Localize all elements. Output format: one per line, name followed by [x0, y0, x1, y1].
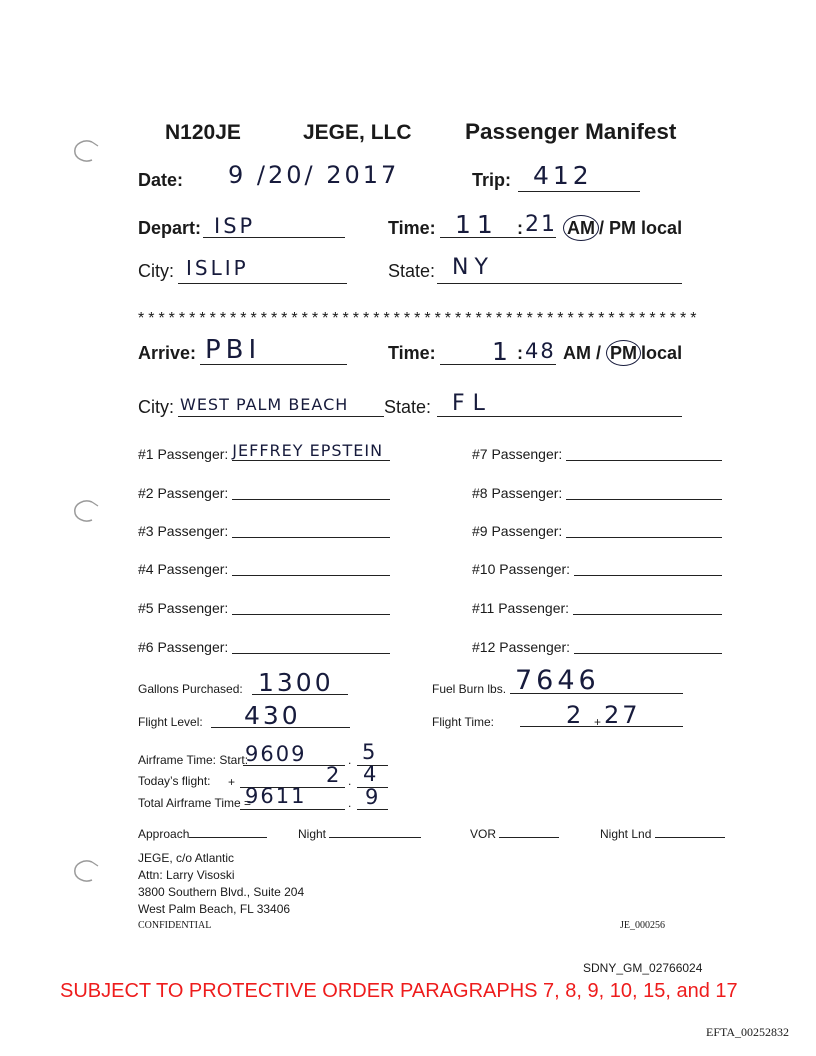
passenger-row — [138, 600, 390, 615]
passenger-label: #11 Passenger: — [472, 600, 570, 616]
depart-value: ISP — [214, 214, 256, 238]
total-airframe-tenth: 9 — [365, 785, 381, 809]
flight-level-value: 430 — [244, 701, 301, 730]
vor-field — [470, 826, 559, 840]
passenger-label: #4 Passenger: — [138, 561, 229, 577]
trip-label: Trip: — [472, 170, 511, 190]
passenger-label: #5 Passenger: — [138, 600, 229, 616]
gallons-label: Gallons Purchased: — [138, 682, 243, 696]
efta-number: EFTA_00252832 — [706, 1025, 790, 1039]
passenger-label: #10 Passenger: — [472, 561, 571, 577]
arrive-ampm — [563, 344, 682, 362]
arrive-pm-selected: PM — [606, 340, 641, 366]
arrive-time-colon: : — [517, 343, 523, 363]
depart-pm: PM — [609, 218, 637, 238]
night-line — [329, 826, 421, 838]
airframe-start-tenth: 5 — [362, 740, 378, 764]
approach-field — [138, 826, 267, 840]
depart-state-label: State: — [388, 261, 436, 281]
passenger-row — [472, 446, 722, 461]
approach-label: Approach — [138, 827, 190, 841]
passenger-row — [472, 639, 722, 654]
passenger-label: #6 Passenger: — [138, 639, 229, 655]
fuel-burn-label: Fuel Burn lbs. — [432, 682, 507, 696]
vor-line — [499, 826, 559, 838]
depart-label: Depart: — [138, 218, 202, 238]
passenger-line — [573, 600, 722, 615]
arrive-minute: 48 — [525, 339, 556, 363]
depart-city-underline — [178, 283, 347, 284]
night-landing-field — [600, 826, 725, 840]
night-label: Night — [298, 827, 327, 841]
date-label: Date: — [138, 170, 184, 190]
arrive-local: local — [641, 343, 683, 363]
trip-value: 412 — [533, 161, 593, 190]
aircraft-tail-number: N120JE — [165, 121, 241, 144]
passenger-row — [472, 523, 722, 538]
arrive-city-label: City: — [138, 397, 174, 417]
protective-order-notice: SUBJECT TO PROTECTIVE ORDER PARAGRAPHS 7, 8, 9, 10, 15, and 17 — [60, 980, 738, 1002]
airframe-start-dot: . — [348, 753, 352, 767]
punch-hole-mark — [64, 136, 104, 166]
arrive-am: AM — [563, 343, 591, 363]
arrive-time-label: Time: — [388, 343, 436, 363]
address-line: 3800 Southern Blvd., Suite 204 — [138, 885, 305, 899]
today-flight-label: Today’s flight: — [138, 774, 211, 788]
company-name: JEGE, LLC — [303, 121, 412, 144]
passenger-row — [138, 639, 390, 654]
fuel-burn-value: 7646 — [515, 665, 600, 696]
flight-level-underline — [211, 727, 350, 728]
arrive-hour: 1 — [492, 337, 510, 366]
form-title: Passenger Manifest — [465, 119, 677, 144]
address-line: JEGE, c/o Atlantic — [138, 851, 235, 865]
passenger-line — [232, 441, 390, 461]
flight-time-label: Flight Time: — [432, 715, 495, 729]
arrive-city: WEST PALM BEACH — [180, 395, 349, 414]
trip-underline — [518, 191, 640, 192]
passenger-line — [232, 561, 390, 576]
passenger-label: #2 Passenger: — [138, 485, 229, 501]
punch-hole-mark — [64, 496, 104, 526]
passenger-name: JEFFREY EPSTEIN — [232, 441, 384, 460]
today-flight-tenth: 4 — [363, 762, 379, 786]
flight-level-label: Flight Level: — [138, 715, 203, 729]
depart-time-label: Time: — [388, 218, 436, 238]
passenger-row — [472, 485, 722, 500]
passenger-line — [574, 639, 722, 654]
arrive-ampm-slash: / — [596, 343, 602, 363]
vor-label: VOR — [470, 827, 497, 841]
passenger-row — [138, 441, 390, 462]
depart-time-colon: : — [517, 218, 523, 238]
flight-time-plus: + — [594, 715, 602, 729]
depart-ampm — [563, 219, 682, 237]
passenger-label: #9 Passenger: — [472, 523, 563, 539]
asterisk-separator: ******************************************************* — [138, 310, 701, 327]
depart-am-selected: AM — [563, 215, 599, 241]
passenger-row — [138, 485, 390, 500]
depart-hour: 11 — [455, 210, 499, 239]
depart-state-underline — [437, 283, 682, 284]
approach-line — [189, 826, 267, 838]
depart-city-label: City: — [138, 261, 174, 281]
arrive-city-underline — [178, 416, 384, 417]
passenger-label: #8 Passenger: — [472, 485, 563, 501]
passenger-label: #7 Passenger: — [472, 446, 563, 462]
arrive-underline — [200, 364, 347, 365]
passenger-line — [232, 523, 390, 538]
passenger-label: #1 Passenger: — [138, 446, 229, 462]
depart-city: ISLIP — [186, 256, 249, 280]
address-line: West Palm Beach, FL 33406 — [138, 902, 291, 916]
fuel-burn-underline — [510, 693, 683, 694]
night-field — [298, 826, 421, 840]
arrive-state-label: State: — [384, 397, 432, 417]
arrive-label: Arrive: — [138, 343, 197, 363]
total-airframe-dot: . — [348, 796, 352, 810]
passenger-row — [138, 523, 390, 538]
depart-minute: 21 — [525, 212, 557, 237]
bates-number: SDNY_GM_02766024 — [583, 961, 703, 975]
passenger-row — [472, 600, 722, 615]
total-airframe-underline — [240, 809, 345, 810]
flight-time-underline — [520, 726, 683, 727]
today-flight-dot: . — [348, 774, 352, 788]
address-line: Attn: Larry Visoski — [138, 868, 235, 882]
gallons-value: 1300 — [258, 668, 334, 697]
airframe-start-label: Airframe Time: Start: — [138, 753, 249, 767]
passenger-label: #3 Passenger: — [138, 523, 229, 539]
total-airframe-tenth-underline — [357, 809, 388, 810]
arrive-value: PBI — [205, 335, 262, 365]
passenger-line — [232, 485, 390, 500]
document-id: JE_000256 — [620, 920, 665, 931]
passenger-line — [574, 561, 722, 576]
passenger-label: #12 Passenger: — [472, 639, 571, 655]
depart-underline — [203, 237, 345, 238]
depart-ampm-slash: / — [599, 218, 605, 238]
passenger-line — [566, 523, 722, 538]
confidential-stamp: CONFIDENTIAL — [138, 920, 212, 931]
punch-hole-mark — [64, 856, 104, 886]
gallons-underline — [252, 694, 348, 695]
today-flight-whole: 2 — [326, 763, 342, 787]
night-landing-label: Night Lnd — [600, 827, 652, 841]
passenger-line — [232, 639, 390, 654]
passenger-row — [138, 561, 390, 576]
flight-time-hours: 2 — [566, 701, 584, 729]
today-flight-plus: + — [228, 775, 236, 789]
airframe-start-whole: 9609 — [245, 742, 307, 766]
total-airframe-whole: 9611 — [245, 784, 307, 808]
passenger-row — [472, 561, 722, 576]
date-value: 9 /20/ 2017 — [228, 161, 400, 189]
depart-local: local — [641, 218, 683, 238]
total-airframe-label: Total Airframe Time = — [138, 796, 252, 810]
arrive-state: FL — [452, 391, 493, 416]
passenger-line — [232, 600, 390, 615]
passenger-line — [566, 446, 722, 461]
depart-state: NY — [452, 255, 494, 280]
passenger-line — [566, 485, 722, 500]
night-landing-line — [655, 826, 725, 838]
flight-time-minutes: 27 — [604, 701, 641, 729]
arrive-state-underline — [437, 416, 682, 417]
